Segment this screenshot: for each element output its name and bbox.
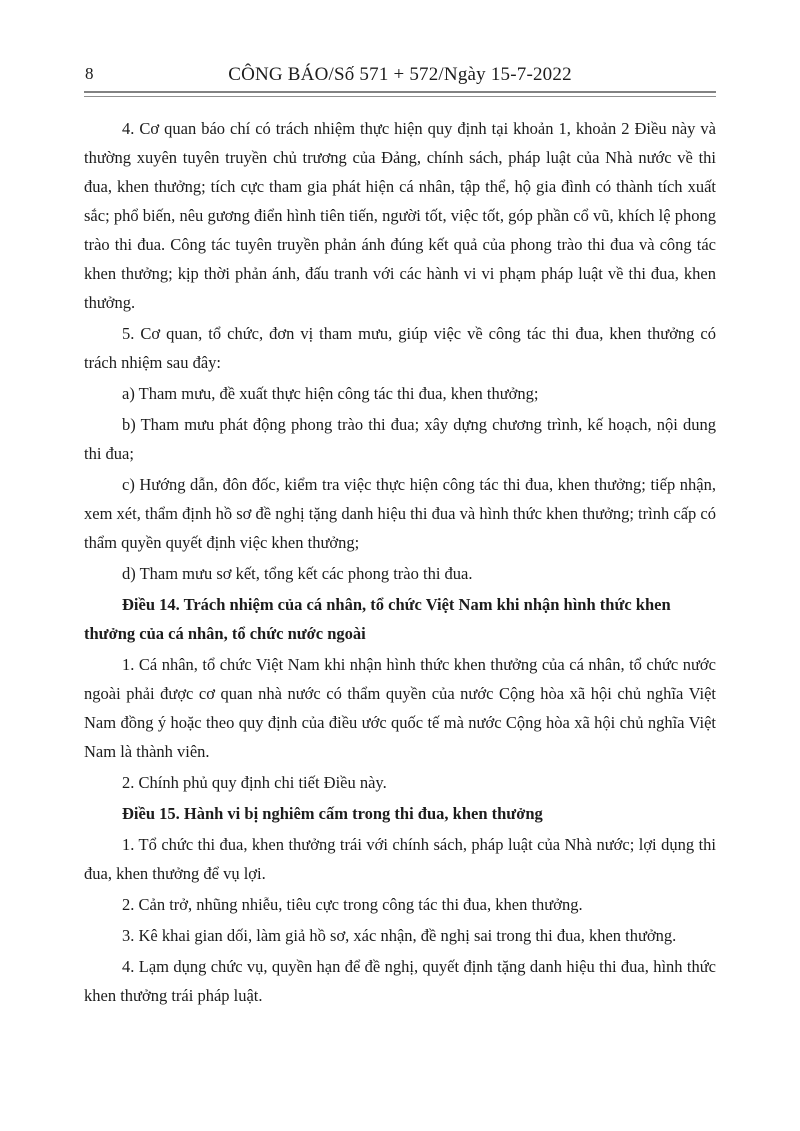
article-heading: Điều 14. Trách nhiệm của cá nhân, tổ chức Việt Nam khi nhận hình thức khen thưởng của cá nhân, tổ chức nước ngoài [84,595,671,643]
page-number: 8 [85,64,94,83]
paragraph: 1. Cá nhân, tổ chức Việt Nam khi nhận hình thức khen thưởng của cá nhân, tổ chức nước ngoài phải được cơ quan nhà nước có thẩm quyền của nước Cộng hòa xã hội chủ nghĩa Việt Nam đồng ý hoặc theo quy định của điều ước quốc tế mà nước Cộng hòa xã hội chủ nghĩa Việt Nam là thành viên. [84,655,716,761]
paragraph: 1. Tổ chức thi đua, khen thưởng trái với chính sách, pháp luật của Nhà nước; lợi dụng thi đua, khen thưởng để vụ lợi. [84,835,716,883]
document-body [84,114,716,1010]
paragraph: 4. Cơ quan báo chí có trách nhiệm thực hiện quy định tại khoản 1, khoản 2 Điều này và thường xuyên tuyên truyền chủ trương của Đảng, chính sách, pháp luật của Nhà nước về thi đua, khen thưởng; tích cực tham gia phát hiện cá nhân, tập thể, hộ gia đình có thành tích xuất sắc; phổ biến, nêu gương điển hình tiên tiến, người tốt, việc tốt, góp phần cổ vũ, khích lệ phong trào thi đua. Công tác tuyên truyền phản ánh đúng kết quả của phong trào thi đua và công tác khen thưởng; kịp thời phản ánh, đấu tranh với các hành vi vi phạm pháp luật về thi đua, khen thưởng. [84,119,716,312]
paragraph: 5. Cơ quan, tổ chức, đơn vị tham mưu, giúp việc về công tác thi đua, khen thưởng có trách nhiệm sau đây: [84,324,716,372]
gazette-header-title: CÔNG BÁO/Số 571 + 572/Ngày 15-7-2022 [228,64,572,85]
header-double-rule [84,91,716,97]
paragraph: c) Hướng dẫn, đôn đốc, kiểm tra việc thực hiện công tác thi đua, khen thưởng; tiếp nhận, xem xét, thẩm định hồ sơ đề nghị tặng danh hiệu thi đua và hình thức khen thưởng; trình cấp có thẩm quyền quyết định việc khen thưởng; [84,475,716,552]
paragraph: 4. Lạm dụng chức vụ, quyền hạn để đề nghị, quyết định tặng danh hiệu thi đua, hình thức khen thưởng trái pháp luật. [84,957,716,1005]
running-header [84,0,716,87]
paragraph: 3. Kê khai gian dối, làm giả hồ sơ, xác nhận, đề nghị sai trong thi đua, khen thưởng. [122,926,677,945]
paragraph: 2. Chính phủ quy định chi tiết Điều này. [122,773,387,792]
paragraph: a) Tham mưu, đề xuất thực hiện công tác thi đua, khen thưởng; [122,384,539,403]
article-heading: Điều 15. Hành vi bị nghiêm cấm trong thi đua, khen thưởng [122,804,543,823]
paragraph: d) Tham mưu sơ kết, tổng kết các phong trào thi đua. [122,564,473,583]
paragraph: 2. Cản trở, nhũng nhiễu, tiêu cực trong công tác thi đua, khen thưởng. [122,895,583,914]
paragraph: b) Tham mưu phát động phong trào thi đua; xây dựng chương trình, kế hoạch, nội dung thi đua; [84,415,716,463]
